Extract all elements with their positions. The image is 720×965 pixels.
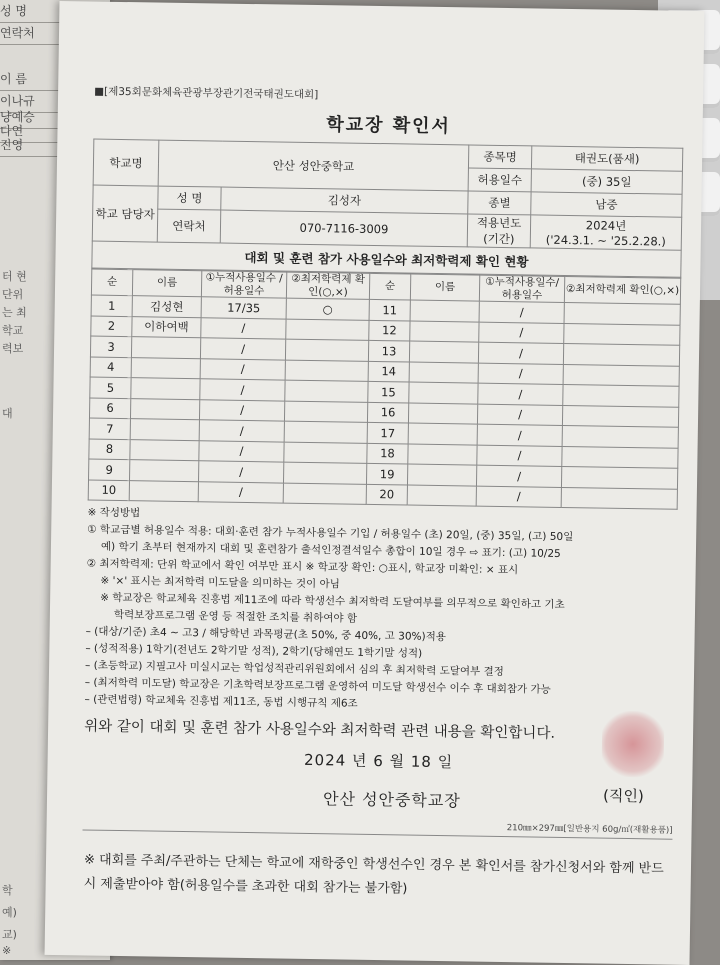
bg-row-1: 이나규 — [0, 90, 110, 113]
note-line: ② 최저학력제: 단위 학교에서 확인 여부만 표시 ※ 학교장 확인: ○표시, 학교장 미확인: × 표시 — [86, 557, 519, 577]
row-days: / — [200, 338, 285, 360]
row-days-2: / — [476, 465, 561, 487]
bg-fragment: 터 현 — [2, 270, 27, 283]
event-label: 종목명 — [468, 145, 531, 169]
row-no-2: 14 — [368, 361, 409, 382]
school-value: 안산 성안중학교 — [158, 140, 469, 191]
school-label: 학교명 — [93, 139, 159, 186]
period-value: ('24.3.1. ~ '25.2.28.) — [545, 232, 666, 249]
bg-fragment: 력보 — [2, 342, 24, 355]
bg-fragment: 학 — [2, 884, 13, 897]
row-no-2: 18 — [367, 443, 408, 464]
gender-value: 남중 — [531, 192, 682, 217]
row-days: / — [199, 461, 284, 483]
row-days-2: / — [478, 342, 563, 364]
row-name — [130, 419, 199, 441]
note-line: – (관련법령) 학교체육 진흥법 제11조, 동법 시행규칙 제6조 — [84, 693, 358, 710]
row-check — [285, 360, 368, 382]
row-no: 4 — [90, 357, 131, 378]
row-days-2: / — [477, 404, 562, 426]
row-check-2 — [562, 405, 678, 427]
usage-table — [88, 269, 682, 510]
row-days-2: / — [476, 486, 561, 508]
row-no: 10 — [88, 480, 129, 501]
row-check — [284, 421, 367, 443]
contact-label: 연락처 — [157, 209, 221, 243]
row-days: / — [200, 358, 285, 380]
header-days: ①누적사용일수 /허용일수 — [201, 271, 286, 299]
note-line: – (대상/기준) 초4 ~ 고3 / 해당학년 과목평균(초 50%, 중 40%, 고 30%)적용 — [85, 625, 447, 644]
name-value: 김성자 — [221, 187, 468, 214]
row-days: 17/35 — [201, 297, 286, 319]
row-no-2: 16 — [367, 402, 408, 423]
row-check-2 — [564, 323, 680, 345]
row-no: 1 — [91, 295, 132, 316]
series-label: ■[제35회문화체육관광부장관기전국태권도대회] — [94, 85, 319, 102]
header-days-2: ①누적사용일수/ 허용일수 — [479, 275, 564, 303]
row-no-2: 20 — [366, 484, 407, 505]
bg-fragment: 는 최 — [2, 306, 27, 319]
row-days-2: / — [479, 322, 564, 344]
note-line: ① 학교급별 허용일수 적용: 대회·훈련 참가 누적사용일수 기입 / 허용일수 (초) 20일, (중) 35일, (고) 50일 — [87, 523, 574, 544]
name-label: 성 명 — [158, 186, 221, 210]
confirm-text: 위와 같이 대회 및 훈련 참가 사용일수와 최저학력 관련 내용을 확인합니다. — [84, 718, 556, 743]
row-name — [130, 398, 199, 420]
note-line: – (초등학교) 지필고사 미실시교는 학업성적관리위원회에서 심의 후 최저학력 도달여부 결정 — [85, 659, 504, 679]
seal-label: (직인) — [602, 786, 644, 806]
row-name — [131, 337, 200, 359]
row-no: 2 — [91, 316, 132, 337]
note-line: 학력보장프로그램 운영 등 적절한 조치를 취하여야 함 — [113, 609, 358, 625]
note-line: – (최저학력 미도달) 학교장은 기초학력보장프로그램 운영하여 미도달 학생선수 이수 후 대회참가 가능 — [84, 676, 551, 696]
header-no-2: 순 — [369, 273, 410, 300]
row-name-2 — [408, 444, 477, 466]
bg-row-contact: 연락처 — [0, 22, 110, 45]
allowed-days-value: (중) 35일 — [531, 169, 682, 194]
row-days: / — [199, 440, 284, 462]
info-table — [92, 139, 684, 251]
manager-label: 학교 담당자 — [92, 185, 158, 242]
row-name — [129, 480, 198, 502]
row-days-2: / — [478, 383, 563, 405]
issue-date: 2024 년 6 월 18 일 — [303, 751, 454, 772]
row-no: 8 — [89, 439, 130, 460]
usage-table-body — [88, 295, 680, 509]
row-no-2: 11 — [369, 300, 410, 321]
row-name-2 — [409, 382, 478, 404]
row-name-2 — [408, 423, 477, 445]
row-name-2 — [409, 341, 478, 363]
row-name-2 — [408, 403, 477, 425]
bg-row-3: 다연 — [0, 120, 110, 143]
row-days-2: / — [477, 424, 562, 446]
row-check — [283, 483, 366, 505]
row-name-2 — [410, 321, 479, 343]
row-days: / — [200, 379, 285, 401]
row-check — [285, 339, 368, 361]
row-check-2 — [563, 364, 679, 386]
row-check-2 — [561, 487, 677, 509]
document-title: 학교장 확인서 — [326, 114, 452, 138]
row-no: 7 — [89, 418, 130, 439]
row-days: / — [201, 317, 286, 339]
bg-row-4: 진영 — [0, 134, 110, 157]
row-name-2 — [410, 300, 479, 322]
row-no: 6 — [89, 398, 130, 419]
row-check-2 — [562, 426, 678, 448]
bg-fragment: 교) — [2, 928, 17, 941]
section-title: 대회 및 훈련 참가 사용일수와 최저학력제 확인 현황 — [91, 242, 681, 278]
notes — [84, 505, 677, 718]
signature-line — [83, 777, 673, 820]
note-line: ※ 학교장은 학교체육 진흥법 제11조에 따라 학생선수 최저학력 도달여부를 의무적으로 확인하고 기초 — [100, 591, 565, 612]
header-check: ②최저학력제 확인(○,×) — [286, 272, 369, 299]
row-no-2: 12 — [369, 320, 410, 341]
row-check — [284, 442, 367, 464]
row-check — [285, 380, 368, 402]
note-line: – (성적적용) 1학기(전년도 2학기말 성적), 2학기(당해연도 1학기말 성적) — [85, 642, 423, 660]
row-name-2 — [407, 464, 476, 486]
row-no-2: 19 — [366, 464, 407, 485]
row-days-2: / — [478, 363, 563, 385]
row-check — [284, 401, 367, 423]
header-name: 이름 — [132, 270, 201, 297]
row-name: 이하여백 — [132, 316, 201, 338]
row-check-2 — [563, 385, 679, 407]
paper-spec: 210㎜×297㎜[일반용지 60g/㎡(재활용품)] — [83, 815, 673, 840]
footnote: ※ 대회를 주최/주관하는 단체는 학교에 재학중인 학생선수인 경우 본 확인서를 참가신청서와 함께 반드시 제출받아야 함(허용일수를 초과한 대회 참가는 불가함) — [83, 852, 664, 897]
row-name-2 — [407, 485, 476, 507]
row-days: / — [199, 399, 284, 421]
row-days: / — [199, 420, 284, 442]
bg-row-2: 냥예승 — [0, 106, 110, 129]
row-no-2: 17 — [367, 423, 408, 444]
document-paper — [45, 1, 705, 965]
year-cell — [530, 215, 681, 250]
row-no: 5 — [90, 377, 131, 398]
bg-row-name: 성 명 — [0, 0, 110, 23]
row-name — [130, 439, 199, 461]
bg-row-label: 이 름 — [0, 68, 110, 91]
row-no: 9 — [89, 459, 130, 480]
year-label: 적용년도 (기간) — [467, 214, 531, 248]
row-check-2 — [564, 303, 680, 325]
row-name — [131, 378, 200, 400]
event-value: 태권도(품새) — [531, 146, 682, 171]
row-check-2 — [562, 446, 678, 468]
bg-fragment: 학교 — [2, 324, 24, 337]
year-value: 2024년 — [585, 218, 627, 233]
header-no: 순 — [91, 269, 132, 296]
row-name — [131, 357, 200, 379]
allowed-days-label: 허용일수 — [468, 168, 531, 192]
row-check-2 — [561, 467, 677, 489]
bg-fragment: 대 — [2, 407, 13, 420]
row-name — [130, 460, 199, 482]
principal-name: 안산 성안중학교장 — [322, 789, 461, 811]
row-no-2: 13 — [368, 341, 409, 362]
contact-value: 070-7116-3009 — [220, 210, 467, 247]
row-check: ○ — [286, 298, 369, 320]
bg-fragment: 단위 — [2, 288, 24, 301]
row-days-2: / — [479, 301, 564, 323]
note-line: ※ '×' 표시는 최저학력 미도달을 의미하는 것이 아님 — [100, 574, 340, 591]
bg-fragment: ※ — [2, 944, 12, 957]
row-check — [286, 319, 369, 341]
row-days-2: / — [477, 445, 562, 467]
row-check-2 — [563, 344, 679, 366]
row-days: / — [198, 481, 283, 503]
gender-label: 종별 — [468, 191, 531, 215]
row-check — [283, 462, 366, 484]
row-name-2 — [409, 362, 478, 384]
row-no-2: 15 — [368, 382, 409, 403]
note-line: ※ 작성방법 — [87, 506, 141, 520]
header-name-2: 이름 — [410, 274, 479, 301]
note-line: 예) 학기 초부터 현재까지 대회 및 훈련참가 출석인정결석일수 총합이 10일 경우 ⇨ 표기: (고) 10/25 — [100, 540, 561, 561]
document-content — [81, 84, 684, 906]
red-seal-stamp — [601, 711, 664, 778]
row-no: 3 — [90, 336, 131, 357]
row-name: 김성현 — [132, 296, 201, 318]
bg-fragment: 예) — [2, 906, 17, 919]
header-check-2: ②최저학력제 확인(○,×) — [564, 276, 680, 304]
